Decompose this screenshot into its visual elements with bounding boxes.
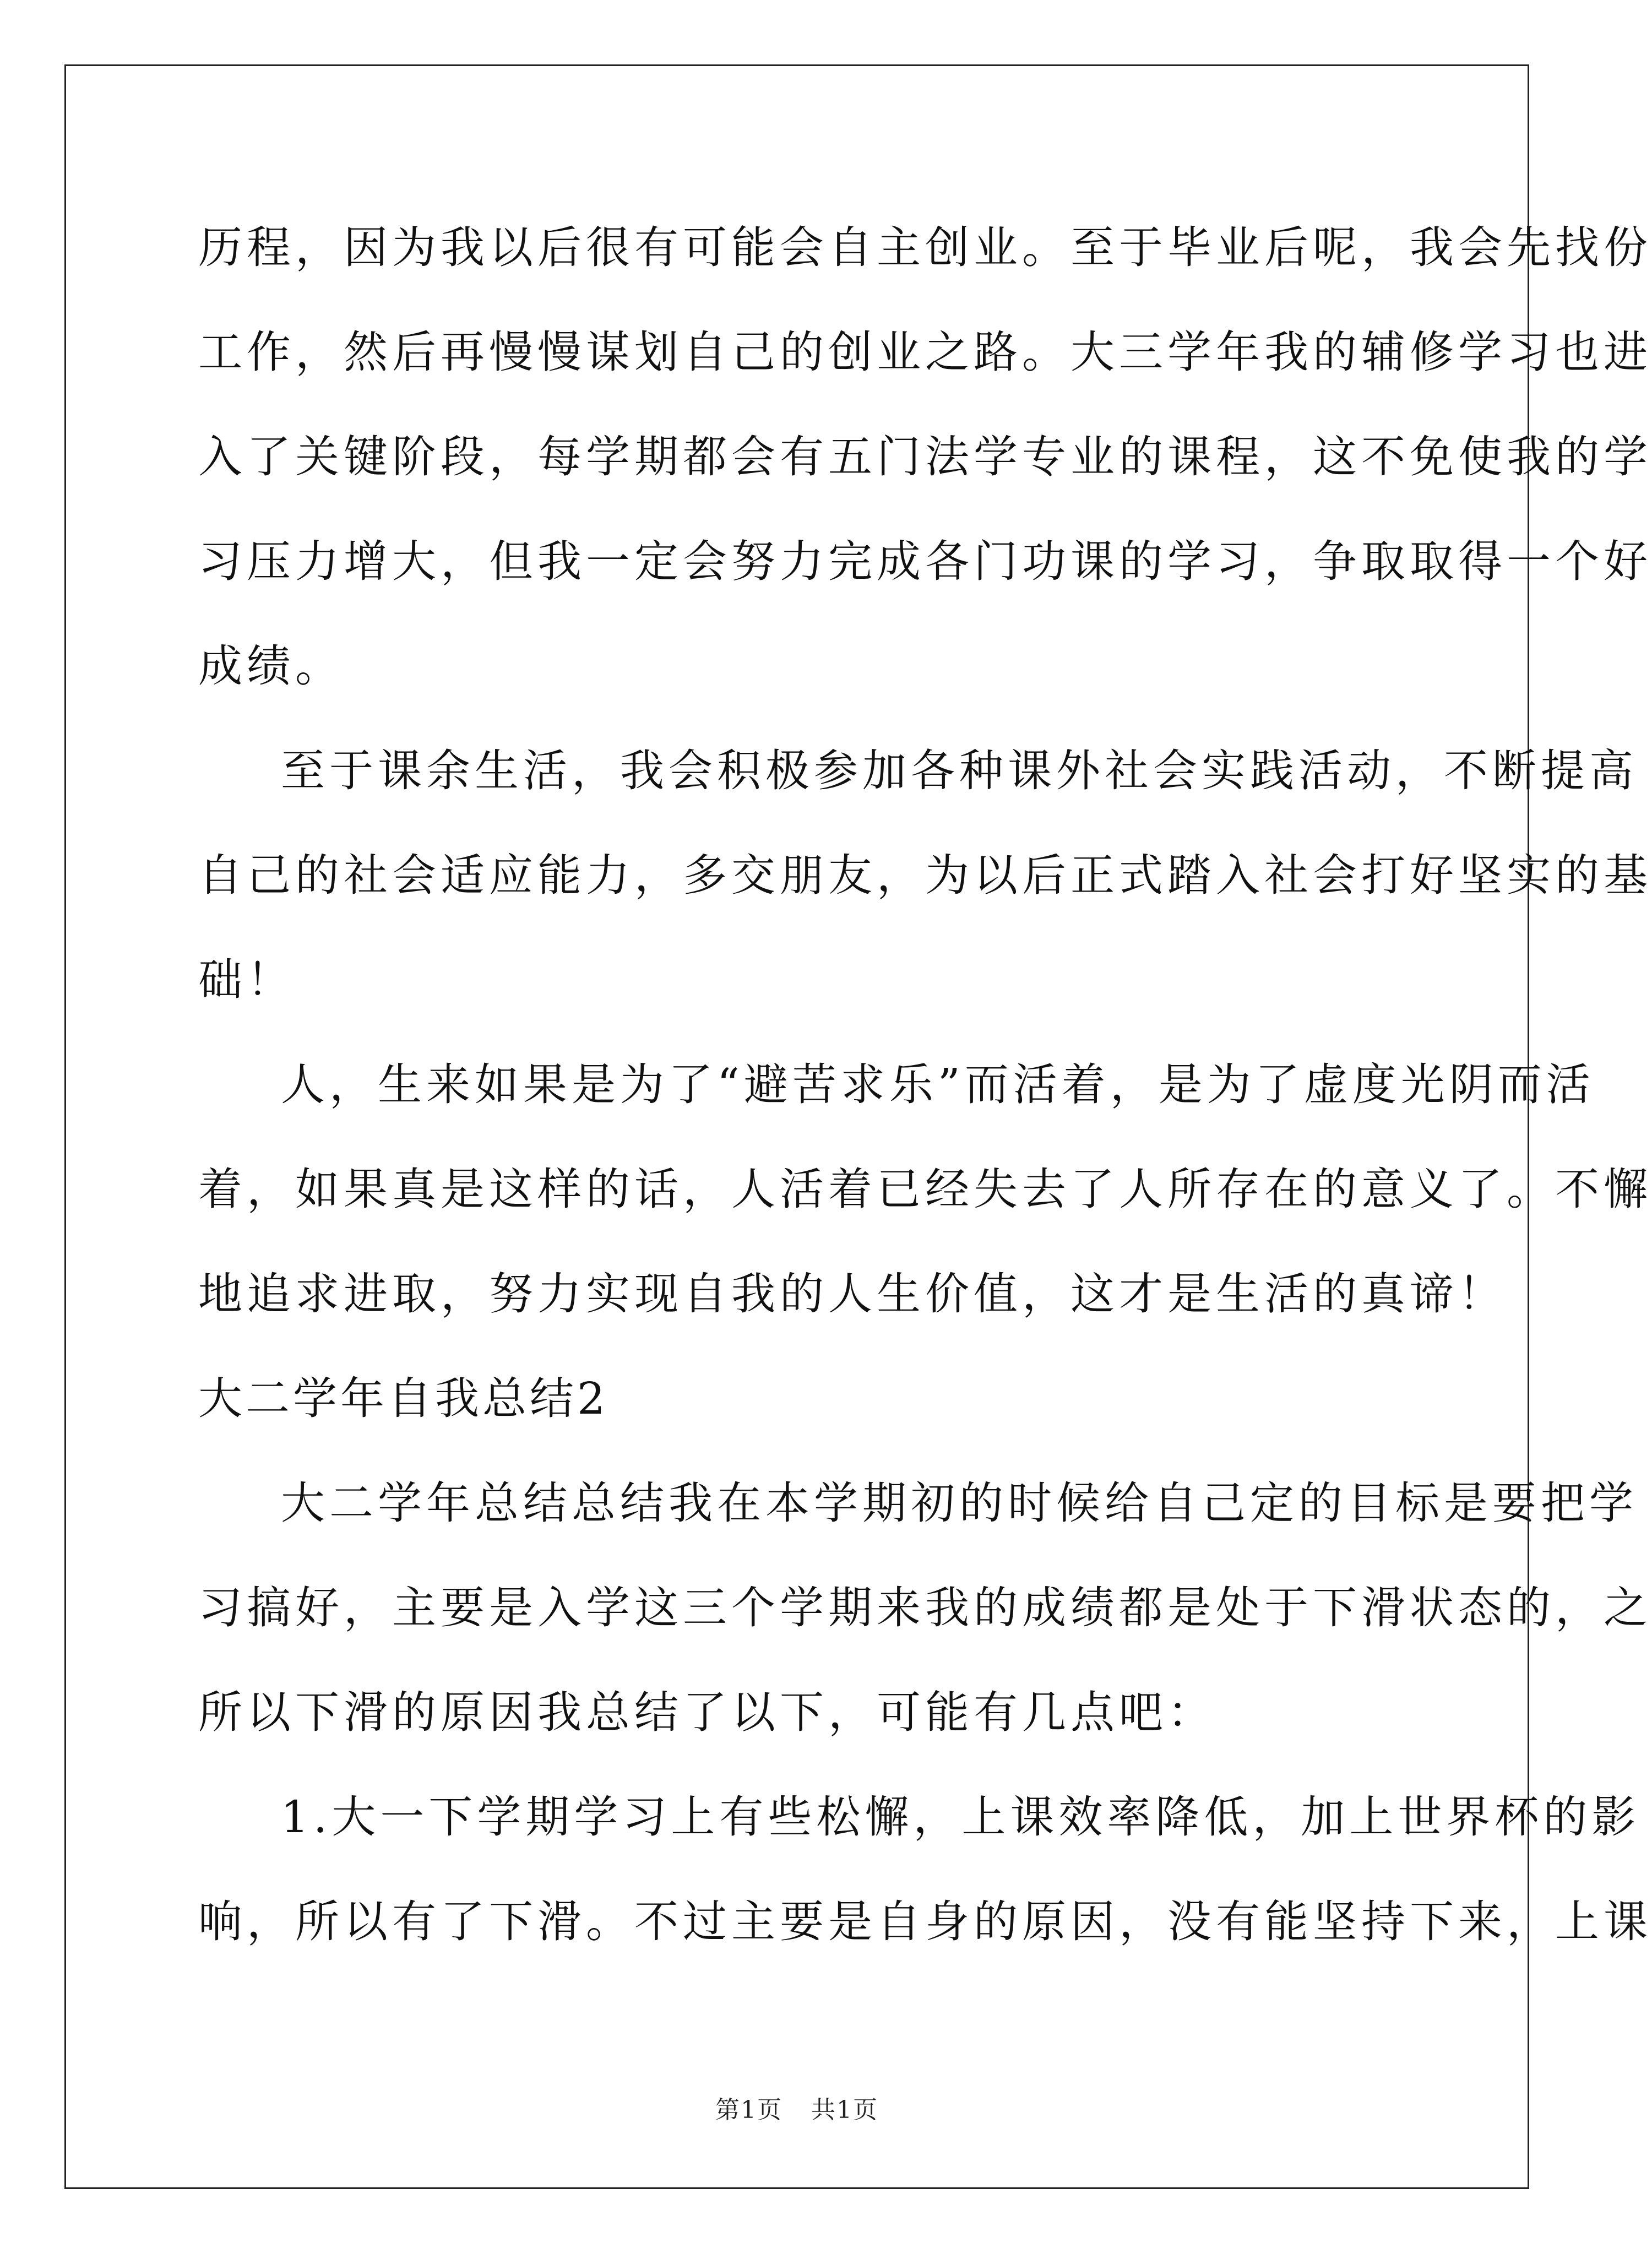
page-total: 共1页 — [811, 2096, 878, 2124]
text-line: 习压力增大，但我一定会努力完成各门功课的学习，争取取得一个好 — [198, 536, 1652, 587]
text-line: 历程，因为我以后很有可能会自主创业。至于毕业后呢，我会先找份 — [198, 222, 1652, 273]
text-line: 习搞好，主要是入学这三个学期来我的成绩都是处于下滑状态的，之 — [198, 1582, 1652, 1633]
text-line: 响，所以有了下滑。不过主要是自身的原因，没有能坚持下来，上课 — [198, 1896, 1652, 1947]
list-item-line: 1.大一下学期学习上有些松懈，上课效率降低，加上世界杯的影 — [281, 1791, 1640, 1843]
document-body — [198, 195, 1652, 1974]
paragraph-start-line: 大二学年总结总结我在本学期初的时候给自己定的目标是要把学 — [281, 1478, 1638, 1529]
text-line: 自己的社会适应能力，多交朋友，为以后正式踏入社会打好坚实的基 — [198, 850, 1652, 901]
page-footer — [0, 2090, 1594, 2125]
text-line: 所以下滑的原因我总结了以下，可能有几点吧： — [198, 1687, 1216, 1738]
section-heading: 大二学年自我总结2 — [198, 1373, 608, 1424]
text-line: 础！ — [198, 954, 295, 1006]
text-line: 工作，然后再慢慢谋划自己的创业之路。大三学年我的辅修学习也进 — [198, 327, 1652, 378]
text-line: 成绩。 — [198, 640, 344, 692]
text-line: 着，如果真是这样的话，人活着已经失去了人所存在的意义了。不懈 — [198, 1164, 1652, 1215]
text-line: 入了关键阶段，每学期都会有五门法学专业的课程，这不免使我的学 — [198, 431, 1652, 482]
paragraph-start-line: 人，生来如果是为了“避苦求乐”而活着，是为了虚度光阴而活 — [281, 1059, 1595, 1110]
text-line: 地追求进取，努力实现自我的人生价值，这才是生活的真谛！ — [198, 1268, 1507, 1319]
paragraph-start-line: 至于课余生活，我会积极参加各种课外社会实践活动，不断提高 — [281, 745, 1638, 796]
page-number: 第1页 — [715, 2096, 782, 2124]
